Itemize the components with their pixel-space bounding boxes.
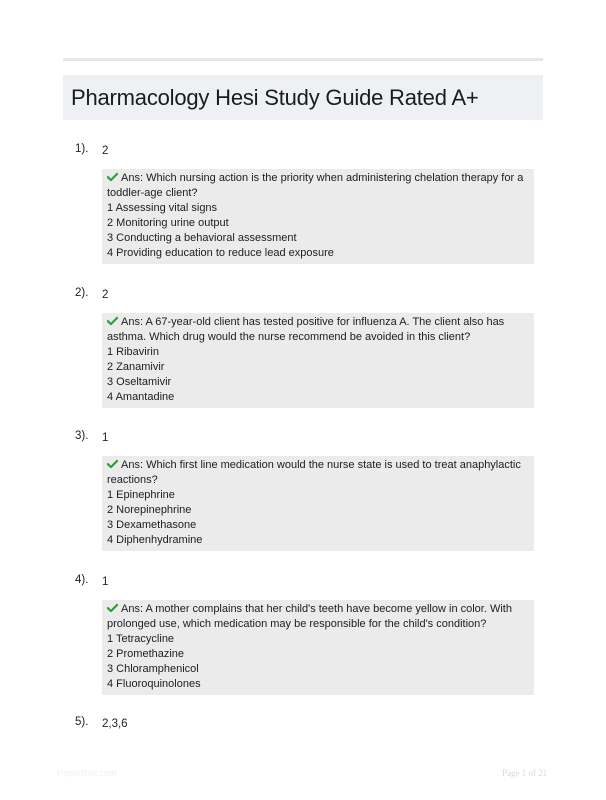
line-text: 3 Conducting a behavioral assessment <box>107 232 297 244</box>
question-number: 5). <box>75 716 89 728</box>
option-line <box>107 375 528 390</box>
answer-key: 2,3,6 <box>102 718 128 730</box>
question-box <box>102 313 534 408</box>
line-text: 4 Fluoroquinolones <box>107 678 201 690</box>
line-text: 1 Epinephrine <box>107 489 175 501</box>
option-line <box>107 677 528 692</box>
line-text: 2 Promethazine <box>107 648 185 660</box>
check-icon <box>107 316 118 326</box>
option-line <box>107 201 528 216</box>
option-line <box>107 632 528 647</box>
line-text: 4 Diphenhydramine <box>107 534 203 546</box>
check-icon <box>107 603 118 613</box>
option-line <box>107 246 528 261</box>
line-text: 4 Providing education to reduce lead exposure <box>107 247 334 259</box>
line-text: Ans: Which nursing action is the priority when administering chelation therapy for a <box>121 172 524 184</box>
line-text: 3 Chloramphenicol <box>107 663 199 675</box>
option-line <box>107 518 528 533</box>
question-number: 4). <box>75 574 89 586</box>
line-text: toddler-age client? <box>107 187 198 199</box>
answer-key: 2 <box>102 289 109 301</box>
question-number: 3). <box>75 430 89 442</box>
check-icon <box>107 459 118 469</box>
line-text: Ans: A mother complains that her child's teeth have become yellow in color. With <box>121 603 512 615</box>
line-text: asthma. Which drug would the nurse recommend be avoided in this client? <box>107 331 471 343</box>
option-line <box>107 231 528 246</box>
page-number: Page 1 of 21 <box>502 768 548 778</box>
option-line <box>107 647 528 662</box>
check-icon <box>107 172 118 182</box>
question-text-line <box>107 458 528 473</box>
line-text: 2 Monitoring urine output <box>107 217 229 229</box>
line-text: reactions? <box>107 474 158 486</box>
question-number: 2). <box>75 287 89 299</box>
option-line <box>107 533 528 548</box>
line-text: Ans: Which first line medication would the nurse state is used to treat anaphylactic <box>121 459 521 471</box>
line-text: 3 Oseltamivir <box>107 376 172 388</box>
line-text: 4 Amantadine <box>107 391 175 403</box>
answer-key: 2 <box>102 145 109 157</box>
option-line <box>107 662 528 677</box>
line-text: 3 Dexamethasone <box>107 519 197 531</box>
question-box <box>102 169 534 264</box>
option-line <box>107 345 528 360</box>
page-title: Pharmacology Hesi Study Guide Rated A+ <box>71 84 479 110</box>
question-box <box>102 456 534 551</box>
question-text-line <box>107 186 528 201</box>
question-text-line <box>107 315 528 330</box>
line-text: 2 Zanamivir <box>107 361 165 373</box>
option-line <box>107 360 528 375</box>
question-number: 1). <box>75 143 89 155</box>
line-text: 2 Norepinephrine <box>107 504 192 516</box>
line-text: 1 Ribavirin <box>107 346 159 358</box>
option-line <box>107 503 528 518</box>
option-line <box>107 216 528 231</box>
option-line <box>107 488 528 503</box>
question-text-line <box>107 602 528 617</box>
answer-key: 1 <box>102 576 109 588</box>
line-text: Ans: A 67-year-old client has tested positive for influenza A. The client also has <box>121 316 505 328</box>
line-text: 1 Assessing vital signs <box>107 202 218 214</box>
question-box <box>102 600 534 695</box>
option-line <box>107 390 528 405</box>
line-text: 1 Tetracycline <box>107 633 175 645</box>
question-text-line <box>107 617 528 632</box>
line-text: prolonged use, which medication may be responsible for the child's condition? <box>107 618 487 630</box>
answer-key: 1 <box>102 432 109 444</box>
question-text-line <box>107 330 528 345</box>
question-text-line <box>107 473 528 488</box>
question-text-line <box>107 171 528 186</box>
footer-watermark: Paperlibid.com <box>57 768 117 778</box>
